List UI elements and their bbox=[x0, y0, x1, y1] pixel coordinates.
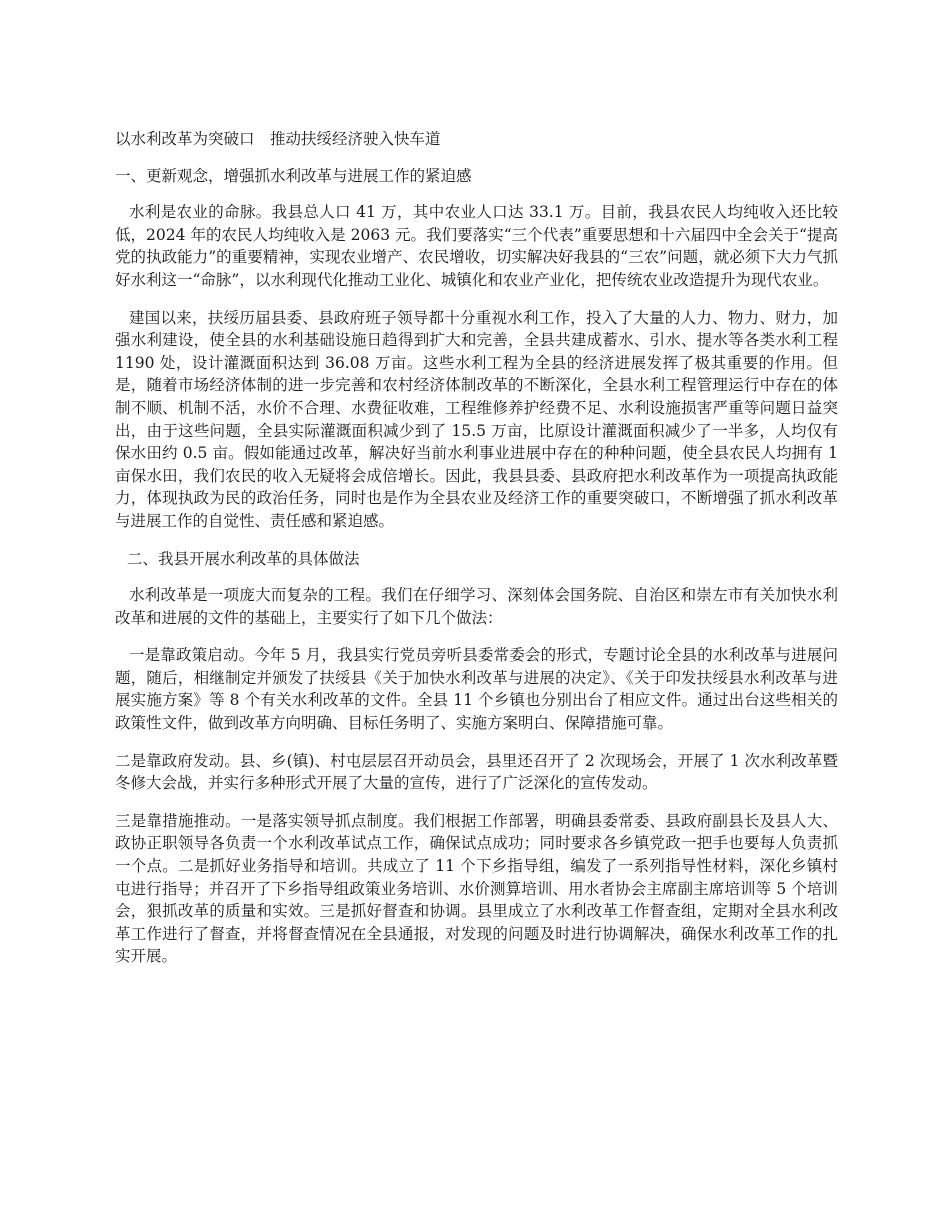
section-2-paragraph-2: 一是靠政策启动。今年 5 月，我县实行党员旁听县委常委会的形式，专题讨论全县的水利改革与进展问题，随后，相继制定并颁发了扶绥县《关于加快水利改革与进展的决定》、《关于印发扶绥县水利改革与进展实施方案》等 8 个有关水利改革的文件。全县 11 个乡镇也分别出台了相应文件。通过出台这些相关的政策性文件，做到改革方向明确、目标任务明了、实施方案明白、保障措施可靠。 bbox=[115, 646, 838, 733]
section-1-heading: 一、更新观念，增强抓水利改革与进展工作的紧迫感 bbox=[115, 166, 472, 185]
section-2-paragraph-3: 二是靠政府发动。县、乡(镇)、村屯层层召开动员会，县里还召开了 2 次现场会，开展了 1 次水利改革暨冬修大会战，并实行多种形式开展了大量的宣传，进行了广泛深化的宣传发动。 bbox=[115, 751, 838, 793]
section-1-paragraph-2: 建国以来，扶绥历届县委、县政府班子领导都十分重视水利工作，投入了大量的人力、物力、财力，加强水利建设，使全县的水利基础设施日趋得到扩大和完善，全县共建成蓄水、引水、提水等各类水利工程 1190 处，设计灌溉面积达到 36.08 万亩。这些水利工程为全县的经济进展发挥了极其重要的作用。但是，随着市场经济体制的进一步完善和农村经济体制改革的不断深化，全县水利工程管理运行中存在的体制不顺、机制不活，水价不合理、水费征收难，工程维修养护经费不足、水利设施损害严重等问题日益突出，由于这些问题，全县实际灌溉面积减少到了 15.5 万亩，比原设计灌溉面积减少了一半多，人均仅有保水田约 0.5 亩。假如能通过改革，解决好当前水利事业进展中存在的种种问题，使全县农民人均拥有 1 亩保水田，我们农民的收入无疑将会成倍增长。因此，我县县委、县政府把水利改革作为一项提高执政能力，体现执政为民的政治任务，同时也是作为全县农业及经济工作的重要突破口，不断增强了抓水利改革与进展工作的自觉性、责任感和紧迫感。 bbox=[115, 308, 838, 530]
section-2-heading: 二、我县开展水利改革的具体做法 bbox=[127, 549, 360, 568]
document-title: 以水利改革为突破口 推动扶绥经济驶入快车道 bbox=[115, 130, 441, 148]
section-2-paragraph-4: 三是靠措施推动。一是落实领导抓点制度。我们根据工作部署，明确县委常委、县政府副县长及县人大、政协正职领导各负责一个水利改革试点工作，确保试点成功；同时要求各乡镇党政一把手也要每人负责抓一个点。二是抓好业务指导和培训。共成立了 11 个下乡指导组，编发了一系列指导性材料，深化乡镇村屯进行指导；并召开了下乡指导组政策业务培训、水价测算培训、用水者协会主席副主席培训等 5 个培训会，狠抓改革的质量和实效。三是抓好督查和协调。县里成立了水利改革工作督查组，定期对全县水利改革工作进行了督查，并将督查情况在全县通报，对发现的问题及时进行协调解决，确保水利改革工作的扎实开展。 bbox=[115, 811, 838, 966]
section-2-paragraph-1: 水利改革是一项庞大而复杂的工程。我们在仔细学习、深刻体会国务院、自治区和崇左市有关加快水利改革和进展的文件的基础上，主要实行了如下几个做法： bbox=[115, 586, 838, 627]
section-1-paragraph-1: 水利是农业的命脉。我县总人口 41 万，其中农业人口达 33.1 万。目前，我县农民人均纯收入还比较低，2024 年的农民人均纯收入是 2063 元。我们要落实“三个代表”重要思想和十六届四中全会关于“提高党的执政能力”的重要精神，实现农业增产、农民增收，切实解决好我县的“三农”问题，就必须下大力气抓好水利这一“命脉”，以水利现代化推动工业化、城镇化和农业产业化，把传统农业改造提升为现代农业。 bbox=[115, 203, 838, 289]
